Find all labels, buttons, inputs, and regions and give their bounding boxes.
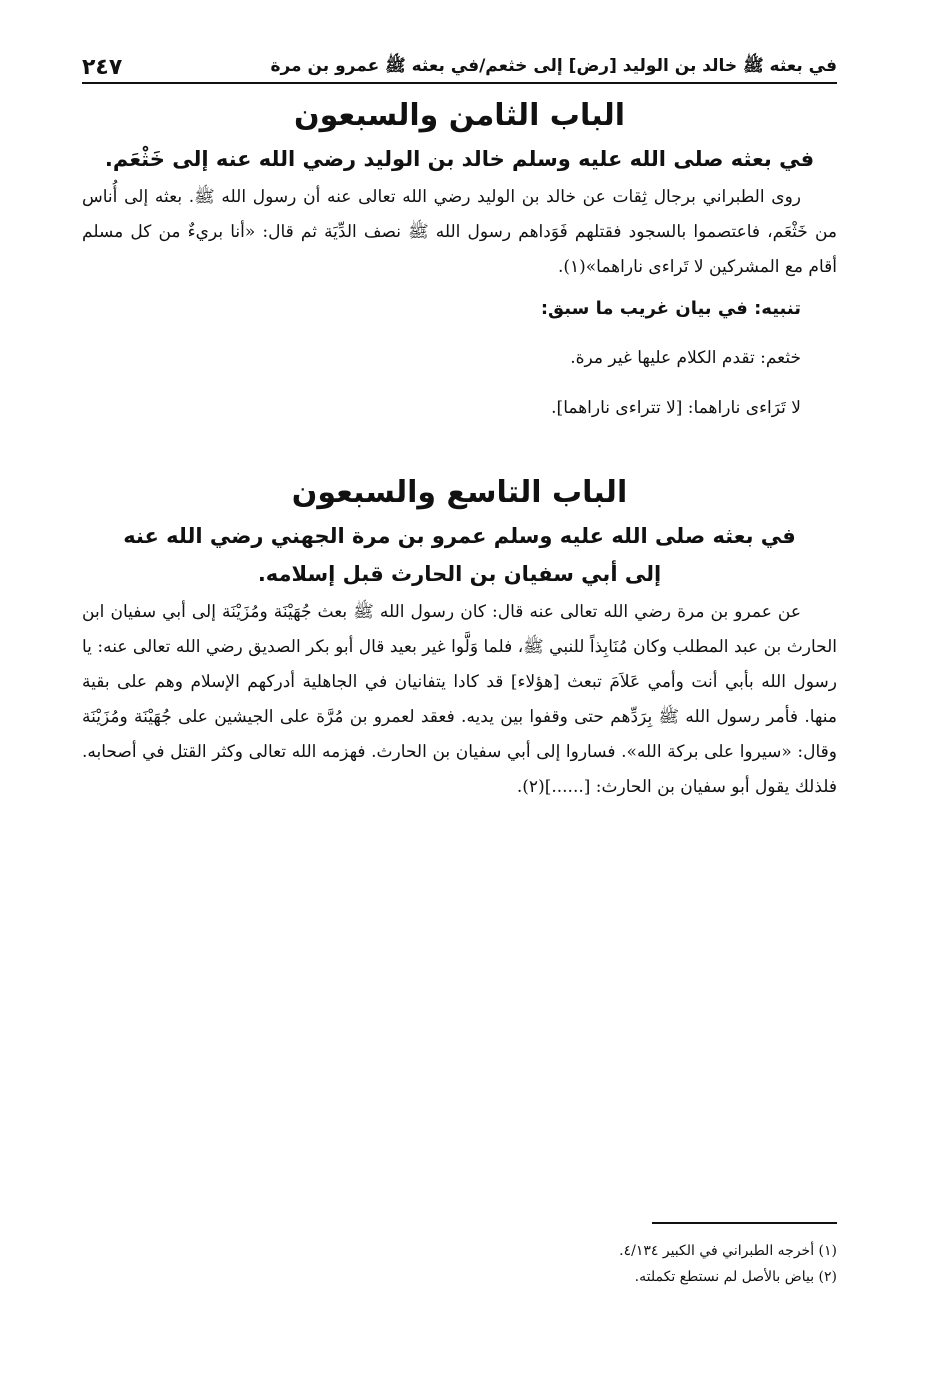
- chapter-subtitle-line-2: إلى أبي سفيان بن الحارث قبل إسلامه.: [257, 562, 662, 586]
- gloss-entry: خثعم: تقدم الكلام عليها غير مرة.: [570, 348, 801, 368]
- chapter-subtitle: في بعثه صلى الله عليه وسلم خالد بن الوليد رضي الله عنه إلى خَثْعَم.: [104, 147, 815, 171]
- chapter-title: الباب التاسع والسبعون: [291, 475, 628, 510]
- page-number: ٢٤٧: [82, 55, 123, 80]
- running-title: في بعثه ﷺ خالد بن الوليد [رض] إلى خثعم/في بعثه ﷺ عمرو بن مرة: [270, 56, 837, 76]
- gloss-entry: لا تَرَاءى ناراهما: [لا تتراءى ناراهما].: [551, 398, 801, 418]
- chapter-78: [82, 92, 837, 433]
- footnote-divider: [652, 1222, 837, 1224]
- chapter-title: الباب الثامن والسبعون: [293, 98, 626, 133]
- body-paragraph: روى الطبراني برجال ثِقات عن خالد بن الوليد رضي الله تعالى عنه أن رسول الله ﷺ. بعثه إلى أُناس من خَثْعَم، فاعتصموا بالسجود فقتلهم فَوَداهم رسول الله ﷺ نصف الدِّيَة ثم قال: «أنا بريءٌ من كل مسلم أقام مع المشركين لا تَراءى ناراهما»(١).: [82, 187, 837, 277]
- note-heading: تنبيه: في بيان غريب ما سبق:: [540, 298, 801, 319]
- running-header: [82, 44, 837, 84]
- chapter-79: [82, 469, 837, 805]
- chapter-subtitle-line-1: في بعثه صلى الله عليه وسلم عمرو بن مرة الجهني رضي الله عنه: [123, 524, 796, 548]
- body-paragraph: عن عمرو بن مرة رضي الله تعالى عنه قال: كان رسول الله ﷺ بعث جُهَيْنَة ومُزَيْنَة إلى أبي سفيان ابن الحارث بن عبد المطلب وكان مُنَابِذاً للنبي ﷺ، فلما وَلَّوا غير بعيد قال أبو بكر الصديق رضي الله تعالى عنه: يا رسول الله بأبي أنت وأمي عَلاَمَ تبعث [هؤلاء] قد كادا يتفانيان في الجاهلية أدركهم الإسلام وهم على بقية منها. فأمر رسول الله ﷺ بِرَدِّهم حتى وقفوا بين يديه. فعقد لعمرو بن مُرَّة على الجيشين على جُهَيْنَة ومُزَيْنَة وقال: «سيروا على بركة الله». فساروا إلى أبي سفيان بن الحارث. فهزمه الله تعالى وكثر القتل في أصحابه. فلذلك يقول أبو سفيان بن الحارث: [......](٢).: [82, 602, 837, 797]
- footnotes: [82, 1222, 837, 1290]
- page-body: [82, 92, 837, 805]
- footnote: (٢) بياض بالأصل لم نستطع تكملته.: [634, 1269, 837, 1285]
- footnote: (١) أخرجه الطبراني في الكبير ٤/١٣٤.: [619, 1243, 837, 1259]
